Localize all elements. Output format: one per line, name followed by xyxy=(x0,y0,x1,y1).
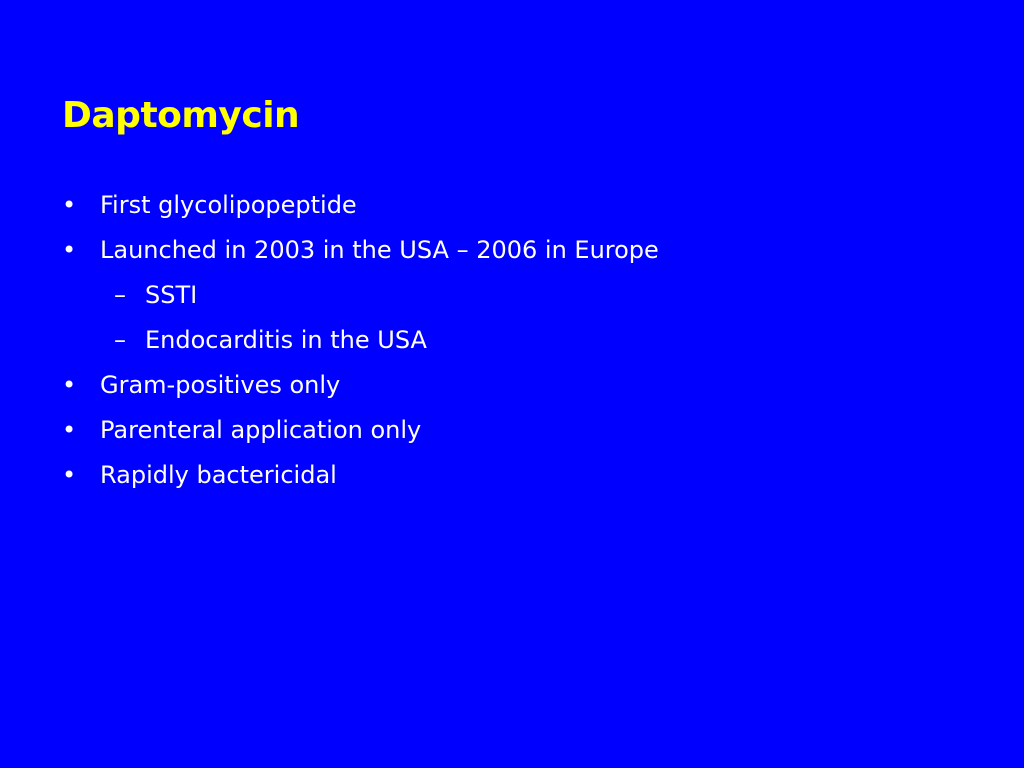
dash-marker: – xyxy=(114,281,126,309)
bullet-text: Rapidly bactericidal xyxy=(100,461,337,489)
bullet-text: First glycolipopeptide xyxy=(100,191,357,219)
slide-title: Daptomycin xyxy=(62,95,300,136)
bullet-marker: • xyxy=(62,416,77,444)
bullet-text: Gram-positives only xyxy=(100,371,341,399)
bullet-text: Launched in 2003 in the USA – 2006 in Europe xyxy=(100,236,659,264)
bullet-marker: • xyxy=(62,236,77,264)
bullet-marker: • xyxy=(62,371,77,399)
bullet-marker: • xyxy=(62,461,77,489)
sub-bullet-text: Endocarditis in the USA xyxy=(145,326,427,354)
bullet-marker: • xyxy=(62,191,77,219)
dash-marker: – xyxy=(114,326,126,354)
sub-bullet-text: SSTI xyxy=(145,281,198,309)
bullet-text: Parenteral application only xyxy=(100,416,422,444)
